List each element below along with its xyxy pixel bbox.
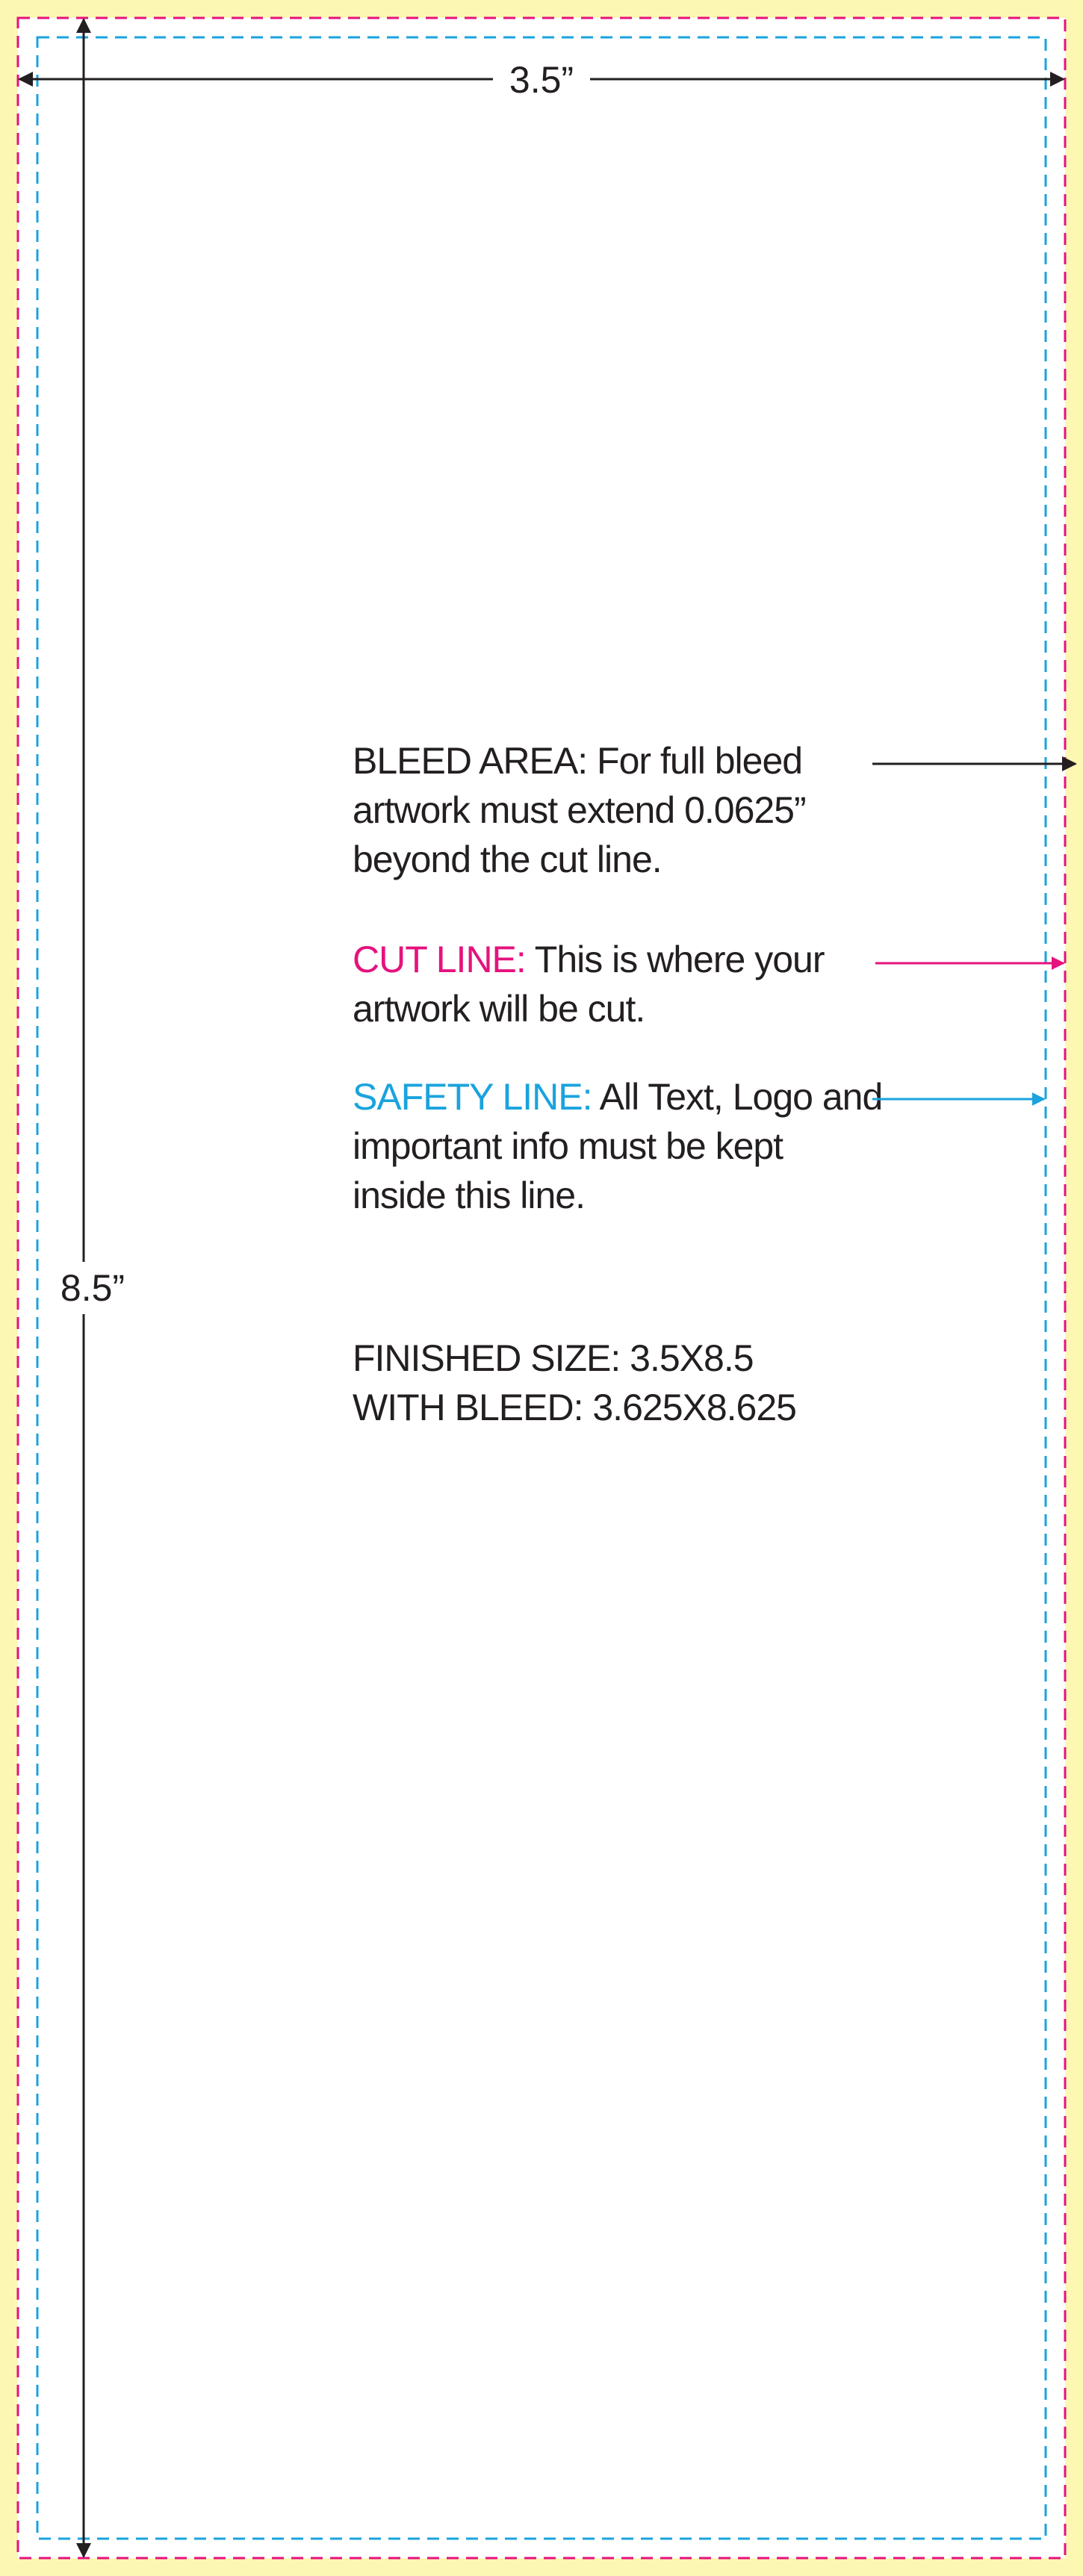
- bleed-area-heading: BLEED AREA:: [353, 740, 588, 782]
- safety-line-text-line2: important info must be kept: [353, 1125, 783, 1167]
- svg-text:BLEED AREA: For full bleed: [353, 740, 802, 782]
- svg-text:CUT LINE: This is where your: [353, 939, 825, 980]
- safety-line-heading: SAFETY LINE:: [353, 1076, 592, 1118]
- bleed-area-text-line1: For full bleed: [587, 740, 803, 782]
- with-bleed-size-text: WITH BLEED: 3.625X8.625: [353, 1387, 796, 1428]
- safety-line-text-line3: inside this line.: [353, 1175, 585, 1216]
- width-dimension-label: 3.5”: [509, 59, 574, 101]
- height-dimension-label: 8.5”: [60, 1267, 125, 1309]
- bleed-area-text-line3: beyond the cut line.: [353, 839, 662, 880]
- svg-text:SAFETY LINE: All Text, Logo an: [353, 1076, 882, 1118]
- cut-line-text-line1: This is where your: [525, 939, 825, 980]
- cut-line-heading: CUT LINE:: [353, 939, 526, 980]
- safety-line-text-line1: All Text, Logo and: [592, 1076, 883, 1118]
- cut-line-text-line2: artwork will be cut.: [353, 988, 645, 1030]
- finished-size-text: FINISHED SIZE: 3.5X8.5: [353, 1337, 754, 1379]
- bleed-area-text-line2: artwork must extend 0.0625”: [353, 789, 806, 831]
- trim-area: [18, 18, 1065, 2558]
